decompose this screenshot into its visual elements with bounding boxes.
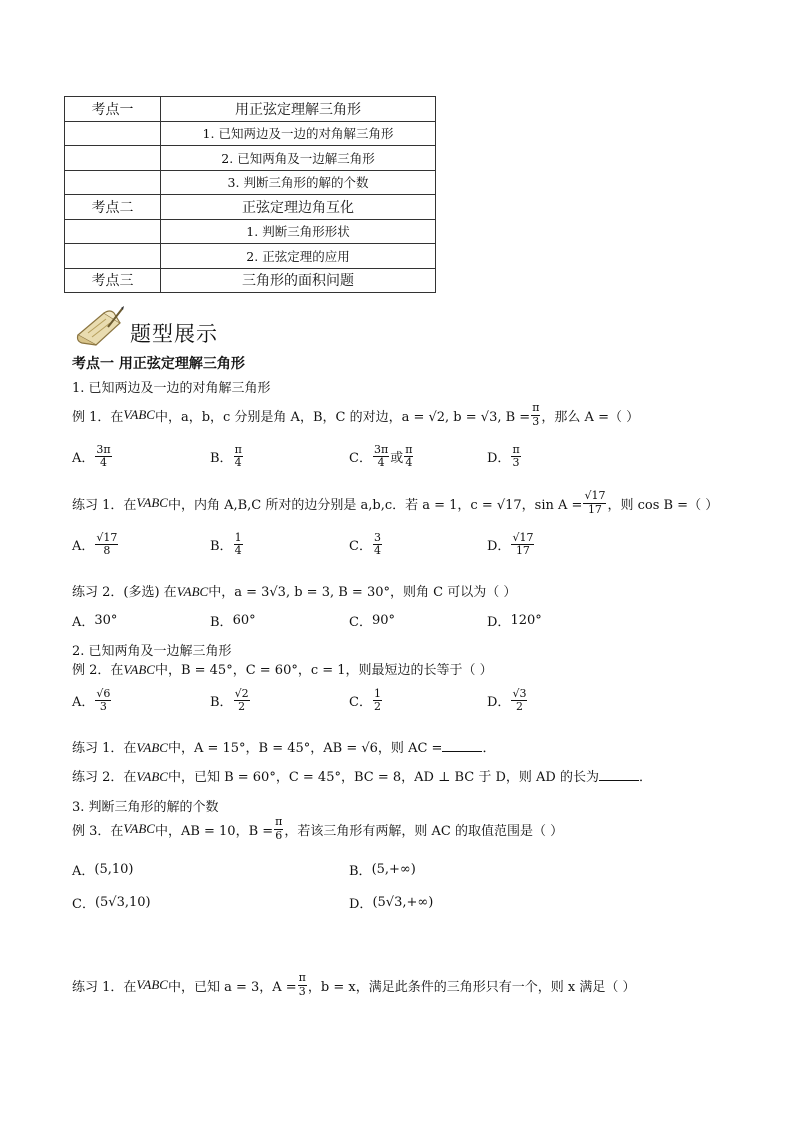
triangle-label: VABC xyxy=(136,740,168,755)
table-cell: 1. 判断三角形形状 xyxy=(161,219,436,244)
option-label: C． xyxy=(349,695,372,711)
option-label: D． xyxy=(487,615,511,630)
option-a[interactable] xyxy=(72,532,119,557)
option-d[interactable] xyxy=(487,532,535,557)
fraction-den: 4 xyxy=(234,544,242,558)
fraction-num: √2 xyxy=(234,687,249,700)
fraction xyxy=(404,444,413,469)
fraction-num: √6 xyxy=(96,687,111,700)
question-prefix: 例 1．在 xyxy=(72,409,124,425)
option-b[interactable] xyxy=(349,860,416,879)
options-pr2 xyxy=(72,611,772,629)
question-text: 中，AB = 10，B = xyxy=(154,823,274,839)
option-label: C． xyxy=(72,897,95,912)
section-header xyxy=(74,306,218,348)
question-prefix: 练习 2．(多选) 在 xyxy=(72,585,177,600)
fraction xyxy=(95,444,111,469)
question-ex2 xyxy=(72,659,493,678)
fraction-num: 1 xyxy=(373,687,381,700)
answer-blank[interactable] xyxy=(442,739,482,752)
question-pr5 xyxy=(72,970,635,1000)
option-a[interactable] xyxy=(72,688,112,713)
table-row xyxy=(65,244,436,269)
topic-heading: 考点一 用正弦定理解三角形 xyxy=(72,356,245,372)
option-connector: 或 xyxy=(390,451,404,467)
option-value: 30° xyxy=(94,613,118,628)
fraction-num: √17 xyxy=(512,531,534,544)
option-d[interactable] xyxy=(487,444,522,469)
triangle-label: VABC xyxy=(123,407,155,422)
option-c[interactable] xyxy=(349,532,383,557)
table-cell xyxy=(65,170,161,195)
table-row xyxy=(65,170,436,195)
question-ex1 xyxy=(72,400,639,430)
table-cell xyxy=(65,146,161,171)
fraction xyxy=(583,490,606,515)
question-ex3 xyxy=(72,814,563,844)
option-c[interactable] xyxy=(72,893,151,912)
table-cell: 三角形的面积问题 xyxy=(161,268,436,293)
option-label: A． xyxy=(72,695,95,711)
option-label: B． xyxy=(210,451,233,467)
fraction-den: 17 xyxy=(587,502,602,516)
table-row xyxy=(65,195,436,220)
option-value: 90° xyxy=(371,613,395,628)
option-label: D． xyxy=(349,897,373,912)
fraction-num: π xyxy=(532,401,540,415)
question-suffix: ，则 cos B =（ ） xyxy=(607,497,719,513)
fraction xyxy=(373,688,382,713)
question-prefix: 例 2．在 xyxy=(72,663,124,678)
table-cell: 考点二 xyxy=(65,195,161,220)
question-text: 中，a，b，c 分别是角 A，B，C 的对边，a = √2, b = √3, B = xyxy=(154,409,531,425)
triangle-label: VABC xyxy=(136,977,168,992)
question-text: 中，已知 a = 3，A = xyxy=(167,979,297,995)
option-label: A． xyxy=(72,864,95,879)
fraction xyxy=(511,532,534,557)
option-a[interactable] xyxy=(72,444,113,469)
table-row xyxy=(65,97,436,122)
table-cell: 考点三 xyxy=(65,268,161,293)
triangle-label: VABC xyxy=(123,662,155,677)
table-cell: 用正弦定理解三角形 xyxy=(161,97,436,122)
question-suffix: ，b = x，满足此条件的三角形只有一个，则 x 满足（ ） xyxy=(307,979,636,995)
table-row xyxy=(65,146,436,171)
option-value: (5√3,10) xyxy=(94,895,151,910)
option-label: A． xyxy=(72,539,95,555)
option-c[interactable] xyxy=(349,611,395,630)
option-a[interactable] xyxy=(72,860,133,879)
fraction-num: π xyxy=(298,971,306,985)
option-b[interactable] xyxy=(210,532,244,557)
question-pr2 xyxy=(72,581,516,600)
option-label: C． xyxy=(349,451,372,467)
fraction-den: 2 xyxy=(238,700,246,714)
fraction xyxy=(234,444,243,469)
question-end: ． xyxy=(638,770,652,785)
question-pr3 xyxy=(72,737,495,756)
triangle-label: VABC xyxy=(136,769,168,784)
fraction xyxy=(234,688,250,713)
table-cell xyxy=(65,219,161,244)
table-cell: 正弦定理边角互化 xyxy=(161,195,436,220)
question-prefix: 练习 1．在 xyxy=(72,741,137,756)
option-label: D． xyxy=(487,695,511,711)
option-value: (5,+∞) xyxy=(371,862,416,877)
fraction-num: √17 xyxy=(584,489,606,503)
options-ex3-row2 xyxy=(72,893,772,911)
table-row xyxy=(65,219,436,244)
triangle-label: VABC xyxy=(123,821,155,836)
fraction-den: 3 xyxy=(298,984,306,998)
fraction-num: π xyxy=(275,815,283,829)
fraction xyxy=(298,972,307,997)
option-label: B． xyxy=(349,864,372,879)
fraction-den: 4 xyxy=(373,544,381,558)
fraction-den: 4 xyxy=(234,456,242,470)
option-d[interactable] xyxy=(487,688,528,713)
fraction xyxy=(234,532,243,557)
question-text: 中，内角 A,B,C 所对的边分别是 a,b,c．若 a = 1，c = √17，sin A = xyxy=(167,497,583,513)
fraction-den: 3 xyxy=(532,414,540,428)
table-cell xyxy=(65,244,161,269)
option-b[interactable] xyxy=(210,611,256,630)
fraction-den: 4 xyxy=(405,456,413,470)
option-a[interactable] xyxy=(72,611,117,630)
fraction-num: 3π xyxy=(373,443,389,456)
section-title: 题型展示 xyxy=(130,322,218,346)
triangle-label: VABC xyxy=(136,495,168,510)
subtopic-heading: 1. 已知两边及一边的对角解三角形 xyxy=(72,381,271,396)
fraction-den: 4 xyxy=(377,456,385,470)
fraction xyxy=(373,532,382,557)
table-row xyxy=(65,268,436,293)
question-text: 中，已知 B = 60°，C = 45°，BC = 8，AD ⊥ BC 于 D，则 AD 的长为 xyxy=(167,770,599,785)
option-c[interactable] xyxy=(349,688,383,713)
option-label: B． xyxy=(210,539,233,555)
fraction-num: 1 xyxy=(234,531,242,544)
fraction xyxy=(531,402,540,427)
options-ex3-row1 xyxy=(72,860,772,878)
subtopic-heading: 3. 判断三角形的解的个数 xyxy=(72,800,219,815)
question-prefix: 练习 2．在 xyxy=(72,770,137,785)
question-pr1 xyxy=(72,488,718,518)
fraction-den: 17 xyxy=(515,544,530,558)
fraction xyxy=(511,688,527,713)
option-b[interactable] xyxy=(210,688,251,713)
fraction-num: π xyxy=(405,443,413,456)
options-pr1 xyxy=(72,532,772,568)
option-value: (5,10) xyxy=(94,862,134,877)
table-cell: 考点一 xyxy=(65,97,161,122)
table-cell: 2. 正弦定理的应用 xyxy=(161,244,436,269)
option-value: 120° xyxy=(510,613,542,628)
question-text: 中，a = 3√3, b = 3, B = 30°，则角 C 可以为（ ） xyxy=(208,585,517,600)
fraction xyxy=(95,688,111,713)
fraction-den: 4 xyxy=(100,456,107,470)
option-label: B． xyxy=(210,695,233,711)
table-cell: 3. 判断三角形的解的个数 xyxy=(161,170,436,195)
outline-table xyxy=(64,96,436,293)
option-value: 60° xyxy=(232,613,256,628)
table-cell: 2. 已知两角及一边解三角形 xyxy=(161,146,436,171)
table-row xyxy=(65,121,436,146)
question-text: 中，B = 45°，C = 60°，c = 1，则最短边的长等于（ ） xyxy=(154,663,493,678)
scroll-icon xyxy=(74,305,126,349)
fraction-den: 6 xyxy=(275,828,283,842)
option-label: A． xyxy=(72,451,95,467)
fraction-num: √17 xyxy=(96,531,118,544)
fraction-num: √3 xyxy=(512,687,527,700)
option-label: D． xyxy=(487,539,511,555)
table-cell: 1. 已知两边及一边的对角解三角形 xyxy=(161,121,436,146)
question-pr4 xyxy=(72,766,652,785)
fraction xyxy=(511,444,520,469)
question-prefix: 练习 1．在 xyxy=(72,979,137,995)
question-prefix: 例 3．在 xyxy=(72,823,124,839)
option-label: D． xyxy=(487,451,511,467)
table-cell xyxy=(65,121,161,146)
fraction xyxy=(274,816,283,841)
option-label: C． xyxy=(349,615,372,630)
option-label: A． xyxy=(72,615,95,630)
option-d[interactable] xyxy=(487,611,542,630)
fraction-den: 3 xyxy=(99,700,107,714)
fraction-den: 2 xyxy=(515,700,523,714)
question-prefix: 练习 1．在 xyxy=(72,497,137,513)
options-ex1 xyxy=(72,444,772,478)
option-label: B． xyxy=(210,615,233,630)
fraction-den: 3 xyxy=(512,456,520,470)
option-b[interactable] xyxy=(210,444,244,469)
answer-blank[interactable] xyxy=(599,768,639,781)
fraction-den: 2 xyxy=(373,700,381,714)
fraction-num: π xyxy=(234,443,242,456)
question-suffix: ，那么 A =（ ） xyxy=(541,409,640,425)
option-label: C． xyxy=(349,539,372,555)
question-suffix: ，若该三角形有两解，则 AC 的取值范围是（ ） xyxy=(284,823,564,839)
triangle-label: VABC xyxy=(176,584,209,599)
fraction xyxy=(373,444,389,469)
fraction-num: π xyxy=(512,443,520,456)
option-value: (5√3,+∞) xyxy=(372,895,434,910)
option-d[interactable] xyxy=(349,893,433,912)
fraction-num: 3π xyxy=(96,443,111,456)
fraction xyxy=(95,532,118,557)
subtopic-heading: 2. 已知两角及一边解三角形 xyxy=(72,644,232,659)
options-ex2 xyxy=(72,688,772,724)
question-end: ． xyxy=(482,741,496,756)
fraction-num: 3 xyxy=(373,531,381,544)
question-text: 中，A = 15°，B = 45°，AB = √6，则 AC = xyxy=(167,741,443,756)
option-c[interactable] xyxy=(349,444,414,469)
fraction-den: 8 xyxy=(103,544,111,558)
